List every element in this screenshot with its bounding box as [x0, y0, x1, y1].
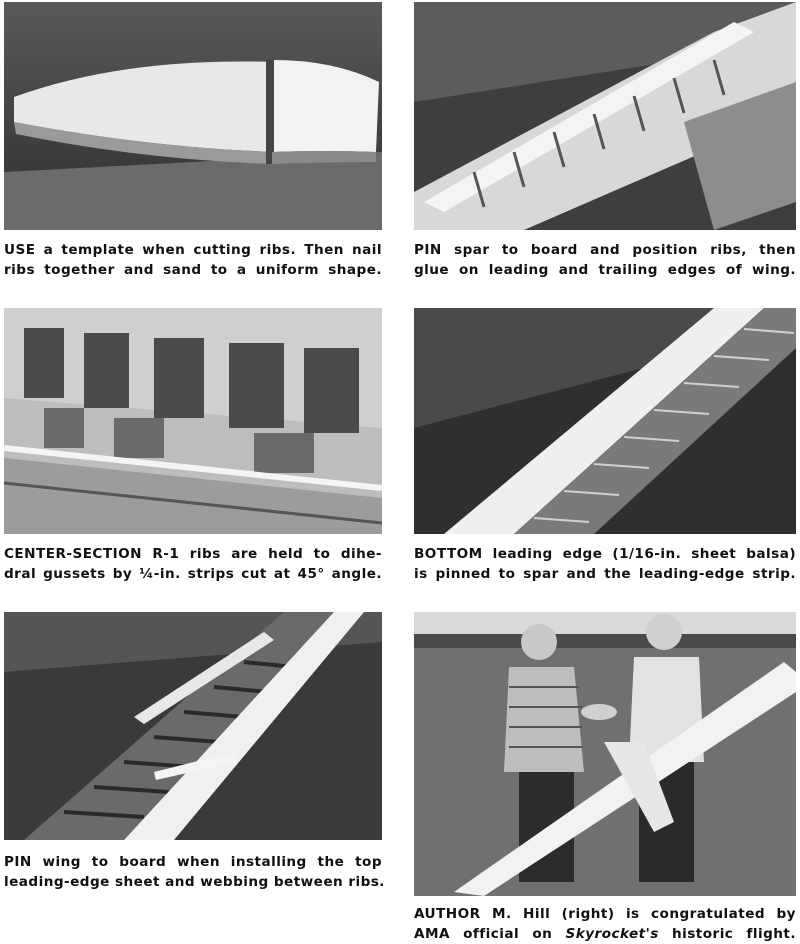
caption-lead: AUTHOR: [414, 906, 481, 922]
photo-spar-pinned: [414, 2, 796, 230]
caption-bottom-leading-edge: [414, 544, 796, 584]
caption-center-section: [4, 544, 382, 584]
caption-text: R-1 ribs are held to dihe-: [141, 546, 382, 562]
caption-text: wing to board when installing the top: [31, 854, 382, 870]
caption-text: AMA official on: [414, 926, 566, 942]
photo-author-congratulated: [414, 612, 796, 896]
caption-spar-pinned: [414, 240, 796, 280]
caption-lead: PIN: [414, 242, 442, 258]
caption-text: leading edge (1/16-in. sheet balsa): [482, 546, 796, 562]
caption-lead: PIN: [4, 854, 32, 870]
caption-text: M. Hill (right) is congratulated by: [480, 906, 796, 922]
photo-bottom-leading-edge: [414, 308, 796, 534]
caption-wing-webbing: [4, 852, 385, 892]
caption-text: glue on leading and trailing edges of wing.: [414, 262, 796, 278]
caption-text: spar to board and position ribs, then: [441, 242, 796, 258]
caption-rib-template: [4, 240, 382, 280]
caption-italic-name: Skyrocket's: [565, 926, 659, 942]
photo-rib-template: [4, 2, 382, 230]
caption-text: a template when cutting ribs. Then nail: [35, 242, 382, 258]
caption-text: is pinned to spar and the leading-edge strip.: [414, 566, 796, 582]
caption-text: leading-edge sheet and webbing between ribs.: [4, 874, 385, 890]
caption-text: ribs together and sand to a uniform shape.: [4, 262, 382, 278]
photo-wing-webbing: [4, 612, 382, 840]
caption-author-congratulated: [414, 904, 796, 944]
caption-lead: CENTER-SECTION: [4, 546, 142, 562]
caption-text: dral gussets by ¼-in. strips cut at 45° angle.: [4, 566, 382, 582]
caption-text: historic flight.: [658, 926, 796, 942]
caption-lead: BOTTOM: [414, 546, 483, 562]
photo-center-section: [4, 308, 382, 534]
caption-lead: USE: [4, 242, 36, 258]
